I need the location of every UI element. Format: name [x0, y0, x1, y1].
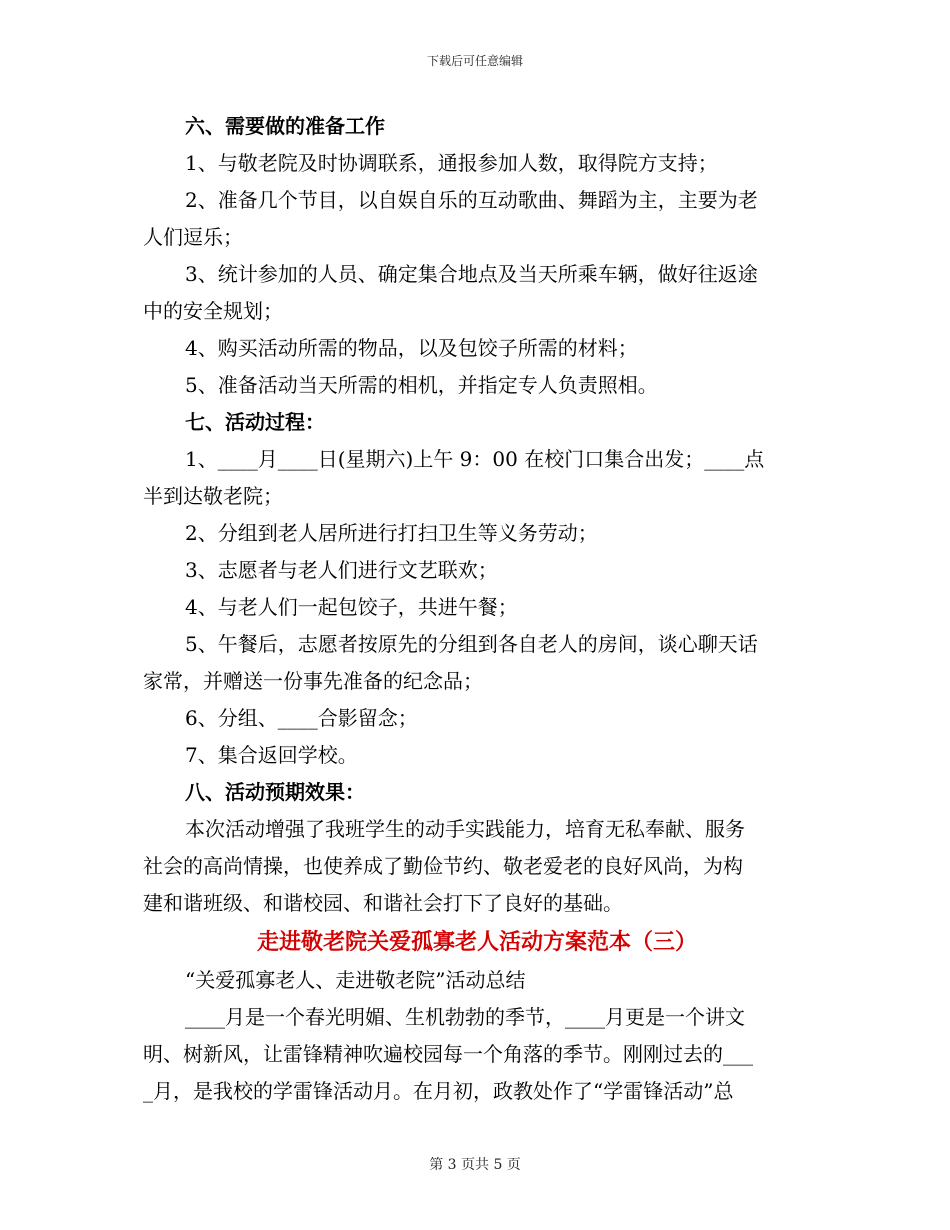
text-line: 2、准备几个节目，以自娱自乐的互动歌曲、舞蹈为主，主要为老: [185, 188, 758, 212]
page-header: 下载后可任意编辑: [426, 54, 523, 68]
text-line: _月，是我校的学雷锋活动月。在月初，政教处作了“学雷锋活动”总: [143, 1079, 734, 1103]
text-line: 1、与敬老院及时协调联系，通报参加人数，取得院方支持；: [185, 151, 718, 175]
text-line: 3、统计参加的人员、确定集合地点及当天所乘车辆，做好往返途: [185, 262, 758, 286]
text-line: 5、午餐后，志愿者按原先的分组到各自老人的房间，谈心聊天话: [185, 632, 758, 656]
text-line: 社会的高尚情操，也使养成了勤俭节约、敬老爱老的良好风尚，为构: [143, 854, 743, 878]
text-line: 2、分组到老人居所进行打扫卫生等义务劳动；: [185, 521, 598, 545]
text-line: 4、购买活动所需的物品，以及包饺子所需的材料；: [185, 336, 638, 360]
document-body: [143, 108, 811, 1110]
text-line: 5、准备活动当天所需的相机，并指定专人负责照相。: [185, 373, 658, 397]
text-line: 中的安全规划；: [143, 299, 283, 323]
text-line: “关爱孤寡老人、走进敬老院”活动总结: [185, 968, 526, 992]
text-line: ____月是一个春光明媚、生机勃勃的季节，____月更是一个讲文: [185, 1005, 745, 1029]
text-line: 家常，并赠送一份事先准备的纪念品；: [143, 669, 483, 693]
text-line: 六、需要做的准备工作: [185, 114, 385, 138]
text-line: 人们逗乐；: [143, 225, 243, 249]
text-line: 八、活动预期效果：: [185, 780, 365, 804]
text-line: 3、志愿者与老人们进行文艺联欢；: [185, 558, 498, 582]
text-line: 7、集合返回学校。: [185, 743, 358, 767]
text-line: 建和谐班级、和谐校园、和谐社会打下了良好的基础。: [143, 891, 623, 915]
page-footer: 第 3 页共 5 页: [429, 1157, 521, 1173]
text-line: 明、树新风，让雷锋精神吹遍校园每一个角落的季节。刚刚过去的___: [143, 1042, 753, 1066]
text-line: 半到达敬老院；: [143, 484, 283, 508]
section-six-to-eight: [143, 108, 811, 922]
summary-section: [143, 962, 811, 1110]
section-title: 走进敬老院关爱孤寡老人活动方案范本（三）: [256, 929, 697, 955]
text-line: 本次活动增强了我班学生的动手实践能力，培育无私奉献、服务: [185, 817, 745, 841]
text-line: 4、与老人们一起包饺子，共进午餐；: [185, 595, 518, 619]
text-line: 七、活动过程：: [185, 410, 325, 434]
text-line: 6、分组、____合影留念；: [185, 706, 418, 730]
text-line: 1、____月____日(星期六)上午 9：00 在校门口集合出发；____点: [185, 447, 765, 471]
